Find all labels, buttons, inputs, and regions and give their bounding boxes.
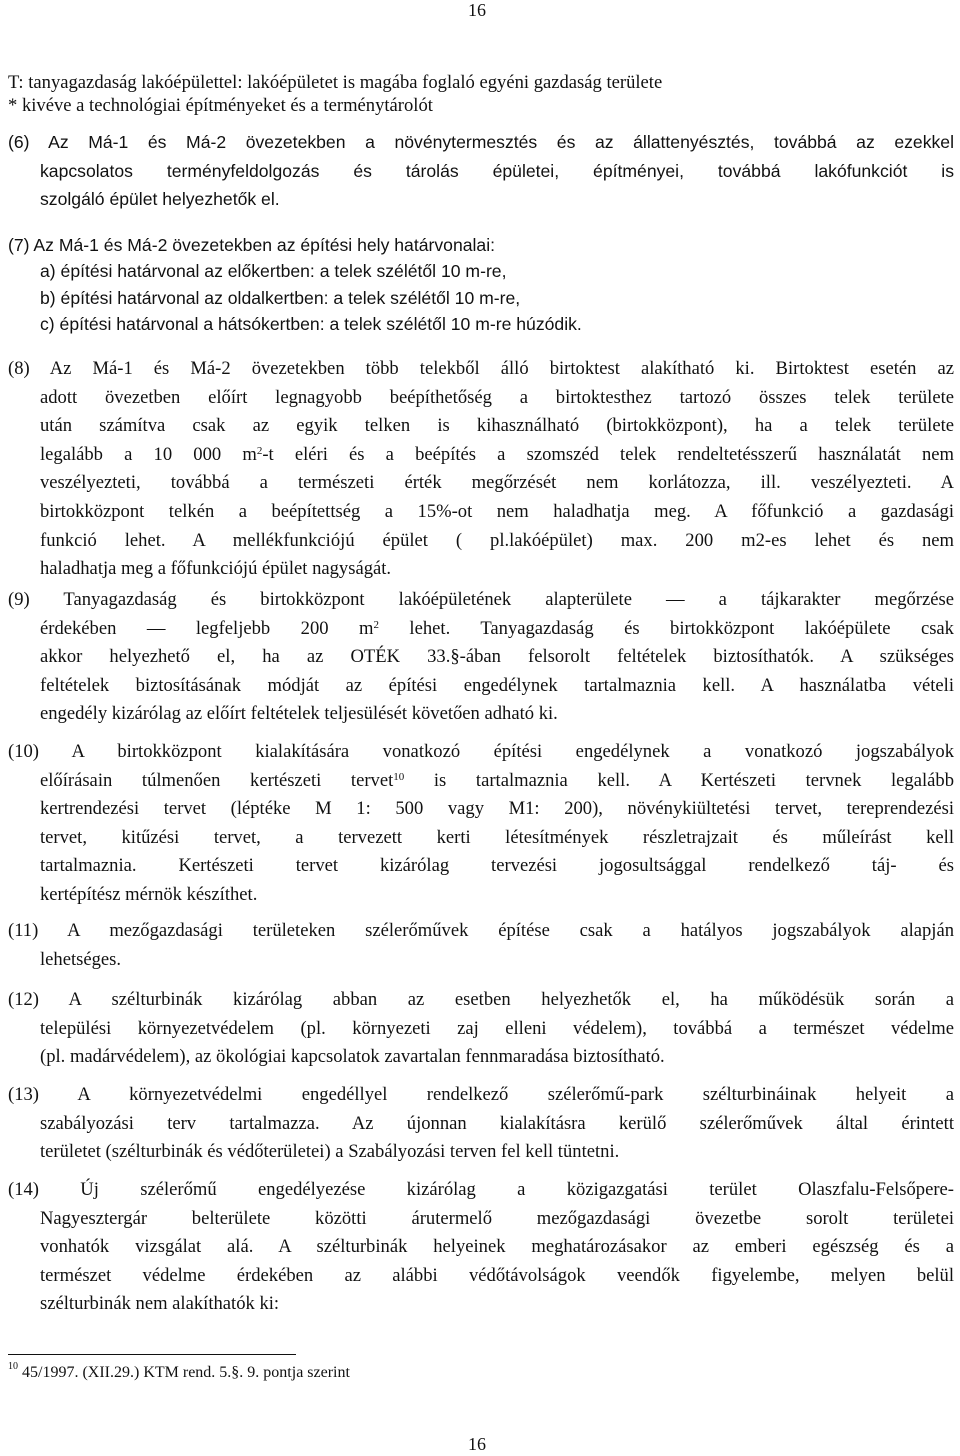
paragraph-8-line: legalább a 10 000 $m^2-t$ eléri és a beépítés a szomszéd telek rendeltetésszerű használatát nem [40, 443, 955, 465]
paragraph-8-line: után számítva csak az egyik telken is kihasználható (birtokközpont), ha a telek területe [40, 415, 954, 437]
paragraph-14-line: természet védelme érdekében az alábbi védőtávolságok veendők figyelembe, melyen belül [40, 1264, 954, 1286]
paragraph-12-line: települési környezetvédelem (pl. környezeti zaj elleni védelem), továbbá a természet védelme [40, 1017, 954, 1039]
paragraph-14 [8, 1176, 954, 1319]
footnote-mark: 10 [8, 1361, 18, 1372]
paragraph-8-line: funkció lehet. A mellékfunkciójú épület ( pl.lakóépület) max. 200 m2-es lehet és nem [40, 529, 954, 551]
paragraph-10-line: tartalmaznia. Kertészeti tervet kizárólag tervezési jogosultsággal rendelkező táj- és [40, 855, 954, 877]
paragraph-10-line: tervet, kitűzési tervet, a tervezett kerti létesítmények részletrajzait és műleírást kell [40, 826, 954, 848]
paragraph-11 [8, 917, 954, 974]
paragraph-8 [8, 355, 954, 584]
paragraph-8-line: veszélyezteti, továbbá a természeti érték megőrzését nem korlátozza, ill. veszélyezteti. A [40, 472, 954, 494]
paragraph-6-line: szolgáló épület helyezhetők el. [40, 189, 280, 210]
paragraph-11-line: (11) A mezőgazdasági területeken szélerőművek építése csak a hatályos jogszabályok alapján [8, 920, 954, 941]
paragraph-14-line: (14) Új szélerőmű engedélyezése kizárólag a közigazgatási terület Olaszfalu-Felsőpere- [8, 1179, 954, 1200]
paragraph-9-line: akkor helyezhető el, ha az OTÉK 33.§-ában felsorolt feltételek biztosíthatók. A szükséges [40, 646, 954, 668]
footnote-reference: 10 [393, 770, 405, 783]
footnote [8, 1361, 350, 1382]
paragraph-9-line: (9) Tanyagazdaság és birtokközpont lakóépületének alapterülete — a tájkarakter megőrzése [8, 589, 954, 610]
paragraph-6 [8, 128, 954, 214]
superscript: 2 [256, 444, 263, 457]
paragraph-10-line: kertépítész mérnök készíthet. [40, 883, 258, 905]
paragraph-9 [8, 586, 954, 729]
paragraph-13-line: (13) A környezetvédelmi engedéllyel rendelkező szélerőmű-park szélturbináinak helyeit a [8, 1084, 954, 1105]
paragraph-13-line: szabályozási terv tartalmazza. Az újonnan kialakításra kerülő szélerőművek által érintett [40, 1112, 954, 1134]
definition-line-1: T: tanyagazdaság lakóépülettel: lakóépületet is magába foglaló egyéni gazdaság területe [8, 72, 663, 93]
paragraph-7 [8, 232, 954, 338]
list-item-b: b) építési határvonal az oldalkertben: a telek szélétől 10 m-re, [40, 287, 521, 308]
paragraph-10 [8, 738, 954, 910]
paragraph-11-line: lehetséges. [40, 948, 122, 970]
paragraph-8-line: (8) Az Má-1 és Má-2 övezetekben több telekből álló birtoktest alakítható ki. Birtoktest esetén az [8, 358, 954, 379]
paragraph-10-line: kertrendezési tervet (léptéke M 1: 500 vagy M1: 200), növénykiültetési tervet, tereprendezési [40, 798, 954, 820]
paragraph-7-intro: (7) Az Má-1 és Má-2 övezetekben az építési hely határvonalai: [8, 235, 496, 255]
paragraph-9-line: érdekében — legfeljebb 200 $m^2$ lehet. Tanyagazdaság és birtokközpont lakóépülete csak [40, 617, 954, 639]
paragraph-12 [8, 986, 954, 1072]
paragraph-6-line: (6) Az Má-1 és Má-2 övezetekben a növénytermesztés és az állattenyésztés, továbbá az ezekkel [8, 132, 954, 152]
footnote-text: 45/1997. (XII.29.) KTM rend. 5.§. 9. pontja szerint [18, 1364, 350, 1381]
paragraph-14-line: Nagyesztergár belterülete közötti árutermelő mezőgazdasági övezetbe sorolt területei [40, 1207, 954, 1229]
paragraph-14-line: szélturbinák nem alakíthatók ki: [40, 1293, 280, 1315]
paragraph-9-line: engedély kizárólag az előírt feltételek teljesülését követően adható ki. [40, 703, 558, 725]
list-item-c: c) építési határvonal a hátsókertben: a telek szélétől 10 m-re húzódik. [40, 314, 582, 335]
paragraph-9-line: feltételek biztosításának módját az építési engedélynek tartalmaznia kell. A használatba vételi [40, 674, 954, 696]
footnote-divider [8, 1354, 296, 1355]
paragraph-13-line: területet (szélturbinák és védőterületei) a Szabályozási terven fel kell tüntetni. [40, 1141, 620, 1163]
paragraph-8-line: haladhatja meg a főfunkciójú épület nagyságát. [40, 558, 392, 580]
paragraph-14-line: vonhatók vizsgálat alá. A szélturbinák helyeinek meghatározásakor az emberi egészség és a [40, 1236, 954, 1258]
definition-line-2: * kivéve a technológiai építményeket és a terménytárolót [8, 95, 433, 116]
paragraph-10-line: előírásain túlmenően kertészeti tervet$^{10}$ is tartalmaznia kell. A Kertészeti tervnek legalább [40, 769, 954, 791]
list-item-a: a) építési határvonal az előkertben: a telek szélétől 10 m-re, [40, 261, 507, 282]
superscript: 2 [373, 618, 379, 631]
page-number-bottom: 16 [468, 1434, 486, 1454]
page-number-top: 16 [468, 0, 486, 20]
paragraph-8-line: adott övezetben előírt legnagyobb beépíthetőség a birtoktesthez tartozó összes telek területe [40, 386, 954, 408]
paragraph-13 [8, 1081, 954, 1167]
paragraph-12-line: (pl. madárvédelem), az ökológiai kapcsolatok zavartalan fennmaradása biztosítható. [40, 1046, 665, 1068]
paragraph-8-line: birtokközpont telkén a beépítettség a 15%-ot nem haladhatja meg. A főfunkció a gazdasági [40, 500, 954, 522]
paragraph-10-line: (10) A birtokközpont kialakítására vonatkozó építési engedélynek a vonatkozó jogszabályok [8, 741, 954, 762]
paragraph-12-line: (12) A szélturbinák kizárólag abban az esetben helyezhetők el, ha működésük során a [8, 989, 954, 1010]
paragraph-6-line: kapcsolatos terményfeldolgozás és tárolás épületei, építményei, továbbá lakófunkciót is [40, 160, 954, 181]
